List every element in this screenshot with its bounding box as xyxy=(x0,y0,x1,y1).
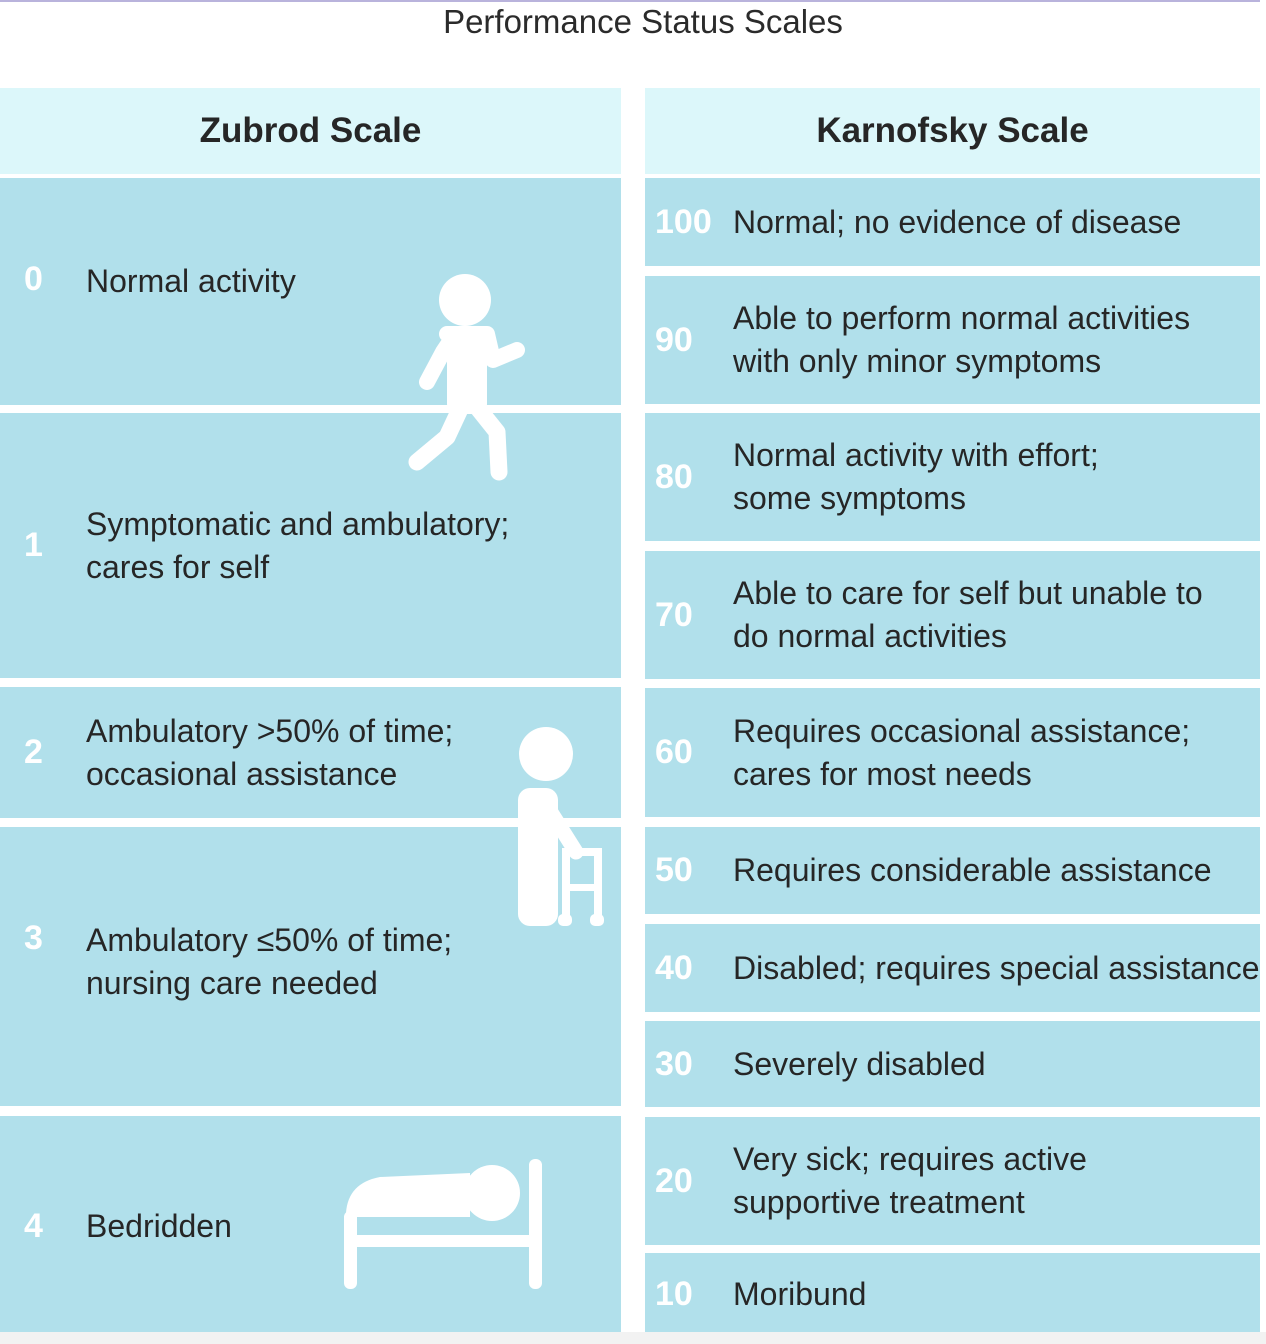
description-line: cares for most needs xyxy=(733,755,1032,792)
description-line: Able to perform normal activities xyxy=(733,300,1191,336)
score-description xyxy=(733,434,1099,520)
page-title: Performance Status Scales xyxy=(443,3,843,40)
score-value: 2 xyxy=(24,733,43,771)
score-description xyxy=(86,503,509,589)
score-value: 60 xyxy=(655,733,693,771)
score-description xyxy=(86,1205,232,1248)
karnofsky-row xyxy=(645,1253,1260,1336)
description-line: Bedridden xyxy=(86,1207,232,1244)
description-line: Severely disabled xyxy=(733,1045,986,1082)
description-line: nursing care needed xyxy=(86,965,378,1001)
score-value: 0 xyxy=(24,260,43,298)
score-description xyxy=(86,919,452,1005)
karnofsky-row xyxy=(645,551,1260,679)
karnofsky-row xyxy=(645,413,1260,541)
person-in-bed-icon xyxy=(340,1155,546,1291)
score-value: 40 xyxy=(655,948,693,987)
score-description xyxy=(733,572,1203,658)
description-line: Moribund xyxy=(733,1276,867,1312)
karnofsky-row xyxy=(645,688,1260,817)
person-with-walker-icon xyxy=(512,726,612,930)
score-description xyxy=(733,201,1181,244)
score-description xyxy=(733,1273,866,1316)
score-value: 80 xyxy=(655,457,693,496)
description-line: Ambulatory >50% of time; xyxy=(86,712,454,749)
score-value: 1 xyxy=(24,526,43,564)
score-value: 30 xyxy=(655,1044,693,1083)
karnofsky-row xyxy=(645,827,1260,914)
description-line: Symptomatic and ambulatory; xyxy=(86,505,510,542)
description-line: some symptoms xyxy=(733,480,966,516)
score-value: 10 xyxy=(655,1275,693,1313)
score-description xyxy=(733,1043,986,1086)
description-line: with only minor symptoms xyxy=(733,343,1102,379)
score-description xyxy=(86,260,296,303)
score-description xyxy=(733,849,1211,892)
score-value: 70 xyxy=(655,595,693,634)
score-value: 3 xyxy=(24,919,43,957)
score-value: 20 xyxy=(655,1161,693,1200)
karnofsky-row xyxy=(645,276,1260,404)
description-line: Normal activity with effort; xyxy=(733,437,1099,473)
description-line: Normal; no evidence of disease xyxy=(733,203,1182,240)
score-value: 50 xyxy=(655,851,693,889)
score-value: 100 xyxy=(655,202,712,241)
score-description xyxy=(733,1138,1087,1224)
score-value: 4 xyxy=(24,1206,43,1245)
description-line: Normal activity xyxy=(86,263,296,299)
description-line: cares for self xyxy=(86,548,270,585)
walking-person-icon xyxy=(405,272,530,487)
description-line: Able to care for self but unable to xyxy=(733,575,1203,611)
score-description xyxy=(733,947,1259,990)
description-line: occasional assistance xyxy=(86,755,398,792)
karnofsky-row xyxy=(645,178,1260,266)
score-description xyxy=(733,710,1190,796)
bottom-strip xyxy=(0,1332,1266,1344)
description-line: supportive treatment xyxy=(733,1184,1025,1220)
zubrod-heading: Zubrod Scale xyxy=(0,88,621,174)
description-line: Requires considerable assistance xyxy=(733,852,1212,888)
description-line: Ambulatory ≤50% of time; xyxy=(86,922,453,958)
score-value: 90 xyxy=(655,320,693,359)
description-line: Disabled; requires special assistance xyxy=(733,949,1260,986)
description-line: Very sick; requires active xyxy=(733,1141,1087,1177)
karnofsky-row xyxy=(645,1021,1260,1107)
score-description xyxy=(733,297,1190,383)
description-line: Requires occasional assistance; xyxy=(733,712,1191,749)
karnofsky-row xyxy=(645,1117,1260,1245)
description-line: do normal activities xyxy=(733,618,1007,654)
karnofsky-heading: Karnofsky Scale xyxy=(645,88,1260,174)
score-description xyxy=(86,710,453,796)
karnofsky-row xyxy=(645,924,1260,1012)
